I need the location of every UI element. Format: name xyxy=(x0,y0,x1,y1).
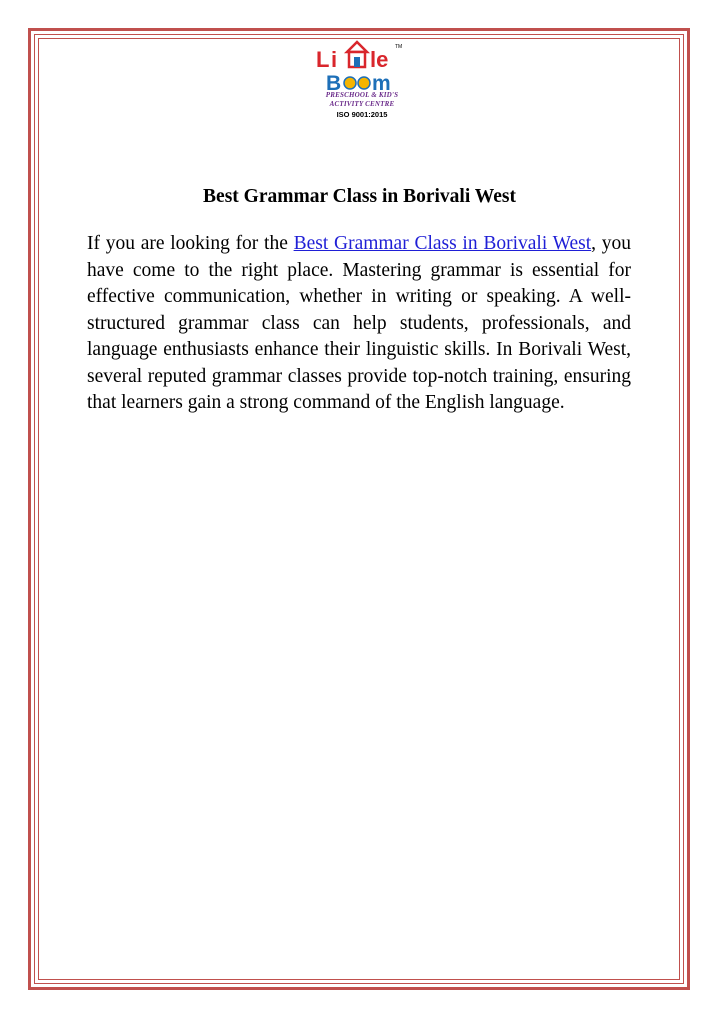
svg-text:B: B xyxy=(326,72,342,95)
best-grammar-class-link[interactable]: Best Grammar Class in Borivali West xyxy=(293,233,592,254)
body-paragraph xyxy=(87,231,631,417)
page-border-inner xyxy=(38,38,680,980)
paragraph-intro: If you are looking for the xyxy=(87,233,294,254)
logo-tagline-line1: PRESCHOOL & KID'S xyxy=(325,91,399,99)
svg-text:m: m xyxy=(372,72,391,95)
svg-text:le: le xyxy=(370,47,389,72)
svg-text:i: i xyxy=(331,47,338,72)
svg-text:TM: TM xyxy=(395,44,403,50)
svg-text:L: L xyxy=(316,47,330,72)
paragraph-rest: , you have come to the right place. Mastering grammar is essential for effective communication, whether in writing or speaking. A well-structured grammar class can help students, professionals, and language enthusiasts enhance their linguistic skills. In Borivali West, several reputed grammar classes provide top-notch training, ensuring that learners gain a strong command of the English language. xyxy=(87,233,631,413)
logo-iso-certification: ISO 9001:2015 xyxy=(336,110,388,119)
document-title: Best Grammar Class in Borivali West xyxy=(203,186,516,207)
logo-tagline-line2: ACTIVITY CENTRE xyxy=(329,100,395,108)
